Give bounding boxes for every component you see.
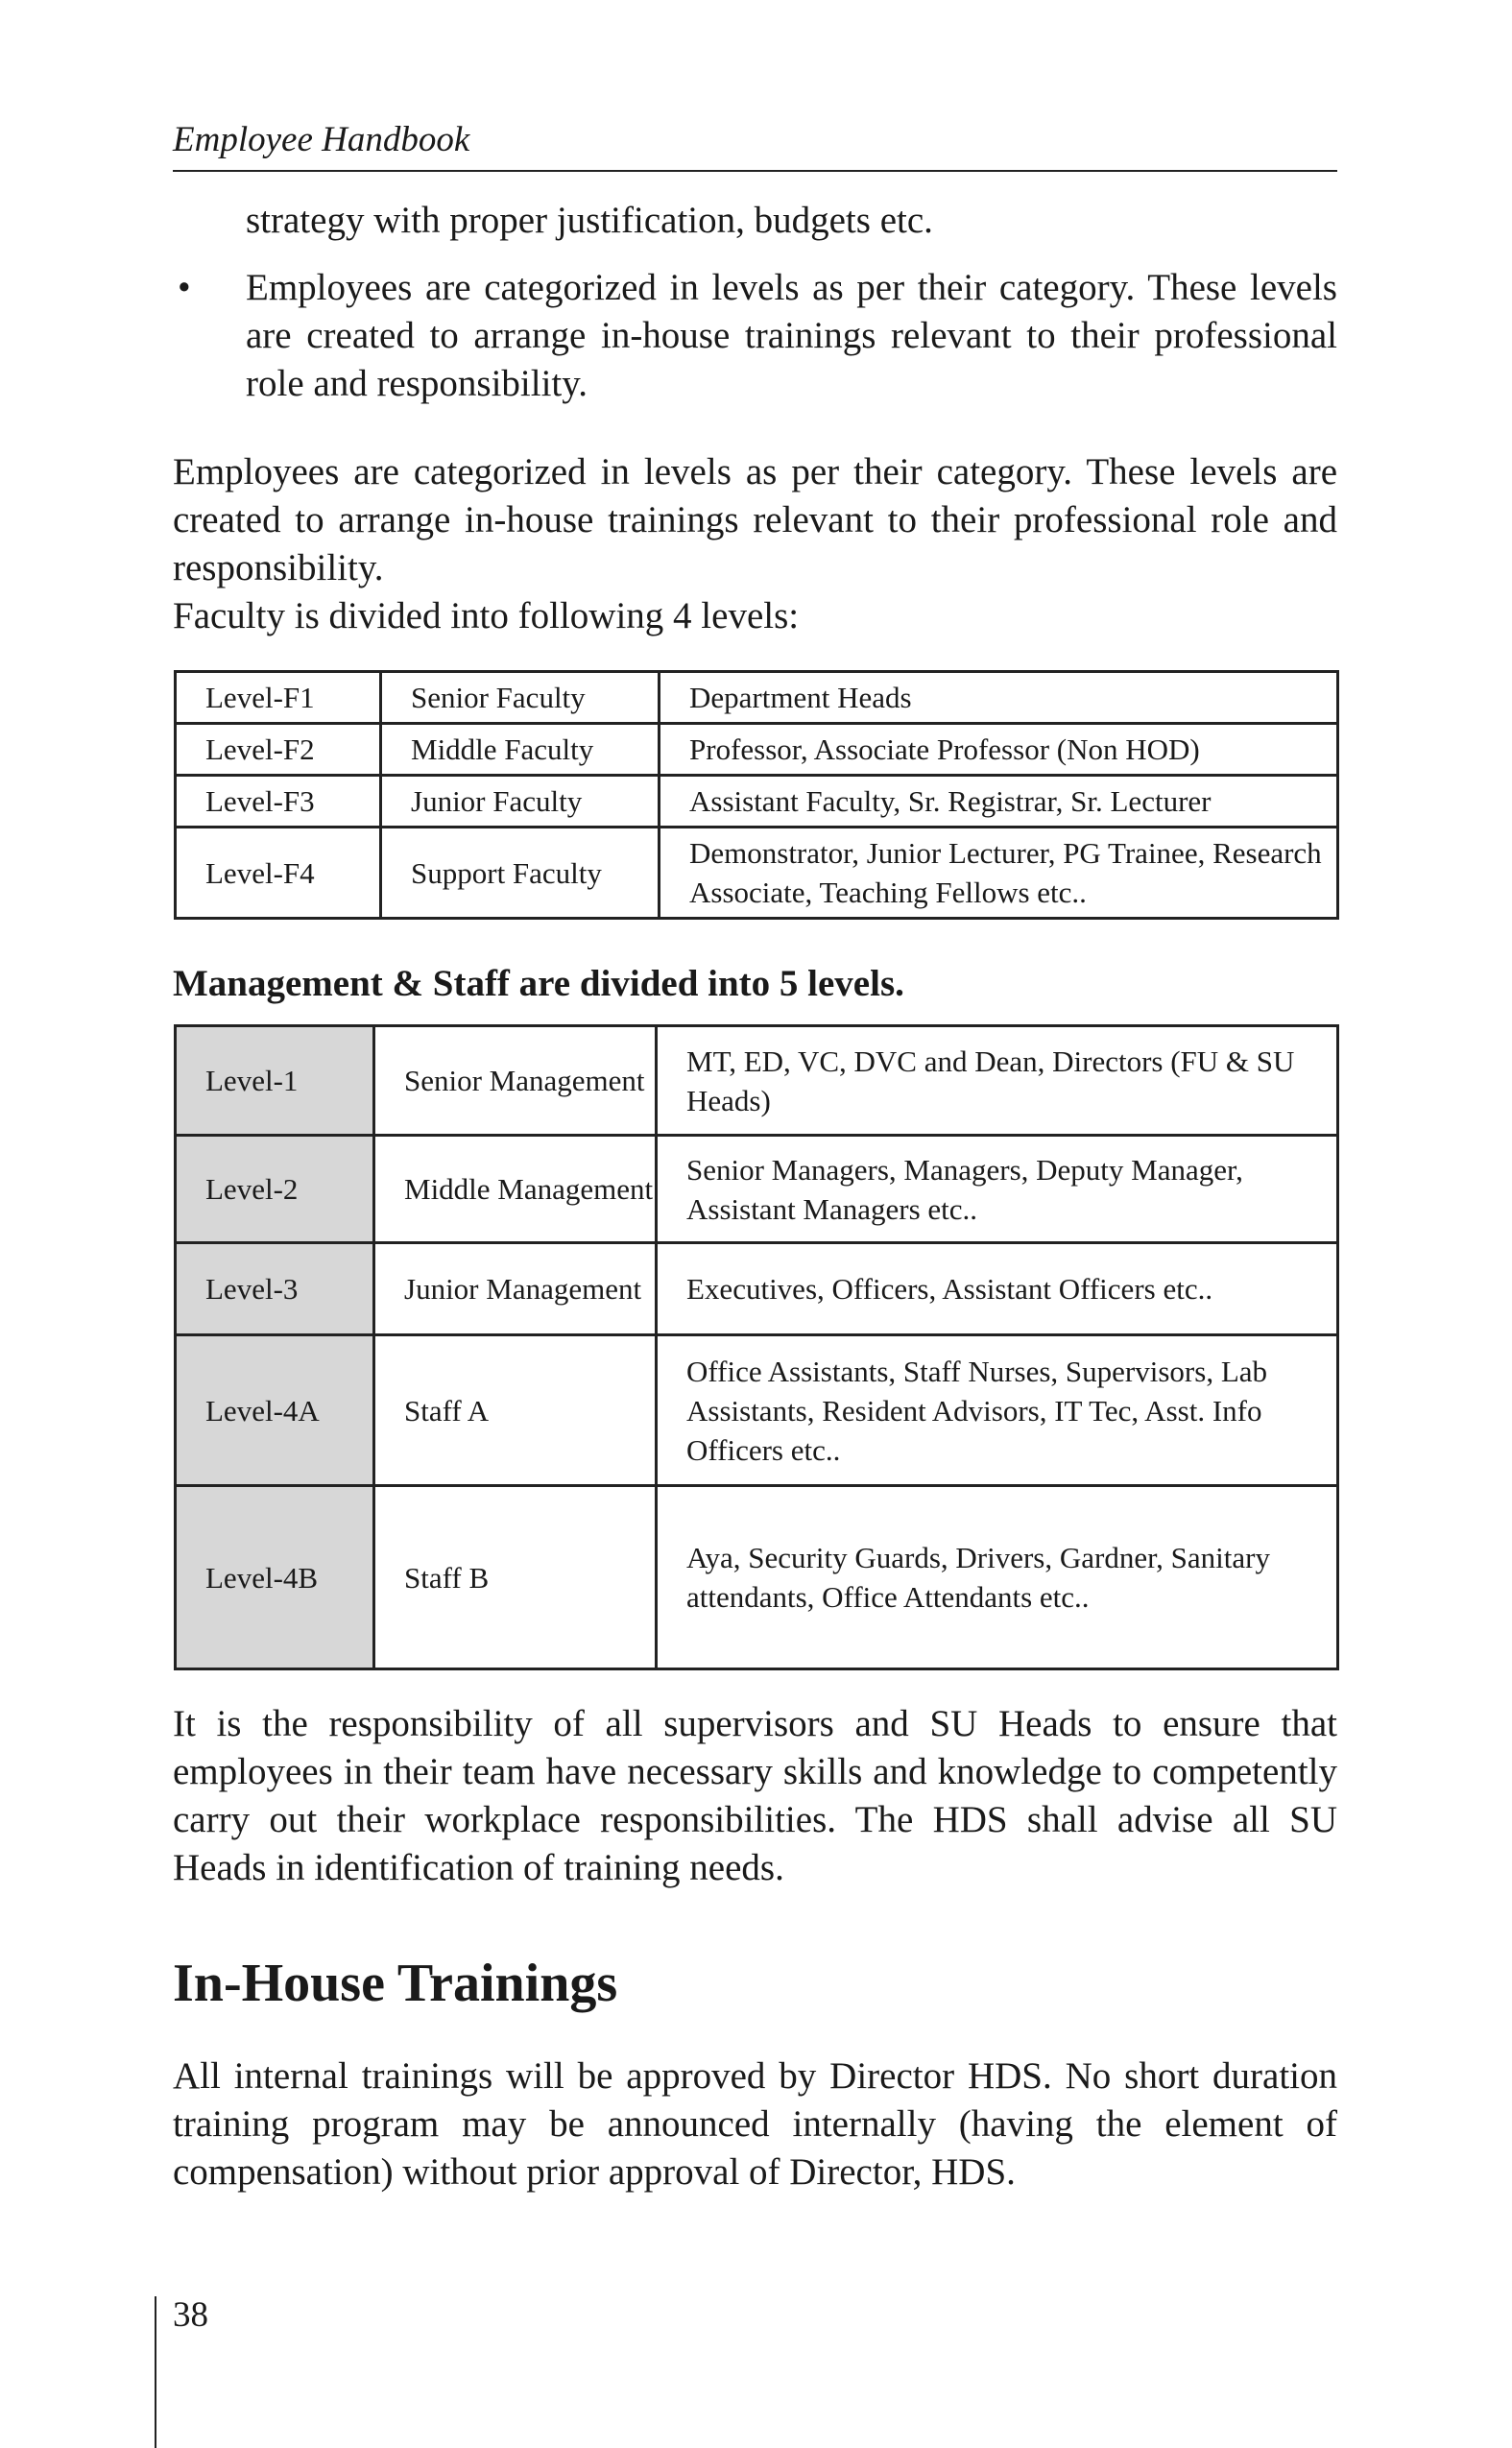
table-row xyxy=(176,1335,1338,1486)
roles-cell: Executives, Officers, Assistant Officers etc.. xyxy=(657,1243,1338,1335)
roles-cell: Aya, Security Guards, Drivers, Gardner, Sanitary attendants, Office Attendants etc.. xyxy=(657,1486,1338,1669)
page-number: 38 xyxy=(173,2295,208,2335)
roles-cell: Professor, Associate Professor (Non HOD) xyxy=(660,724,1338,776)
roles-cell: Senior Managers, Managers, Deputy Manager, Assistant Managers etc.. xyxy=(657,1136,1338,1243)
table-row xyxy=(176,1026,1338,1136)
title-cell: Junior Faculty xyxy=(381,776,660,828)
bullet-text: Employees are categorized in levels as per their category. These levels are created to arrange in-house trainings relevant to their professional role and responsibility. xyxy=(246,267,1337,404)
title-cell: Middle Faculty xyxy=(381,724,660,776)
level-cell: Level-F4 xyxy=(176,828,381,919)
running-header: Employee Handbook xyxy=(173,120,470,159)
faculty-levels-table xyxy=(174,670,1339,920)
management-heading: Management & Staff are divided into 5 levels. xyxy=(173,963,904,1004)
responsibility-paragraph: It is the responsibility of all supervisors and SU Heads to ensure that employees in their team have necessary skills and knowledge to competently carry out their workplace responsibilities. The HDS shall advise all SU Heads in identification of training needs. xyxy=(173,1703,1337,1888)
level-cell: Level-4A xyxy=(176,1335,374,1486)
level-cell: Level-F3 xyxy=(176,776,381,828)
faculty-intro: Faculty is divided into following 4 levels: xyxy=(173,595,800,636)
level-cell: Level-2 xyxy=(176,1136,374,1243)
table-row xyxy=(176,1486,1338,1669)
level-cell: Level-1 xyxy=(176,1026,374,1136)
roles-cell: Office Assistants, Staff Nurses, Supervisors, Lab Assistants, Resident Advisors, IT Tec, Asst. Info Officers etc.. xyxy=(657,1335,1338,1486)
table-row xyxy=(176,828,1338,919)
level-cell: Level-4B xyxy=(176,1486,374,1669)
footer-rule xyxy=(155,2296,156,2448)
table-row xyxy=(176,672,1338,724)
level-cell: Level-3 xyxy=(176,1243,374,1335)
section-heading: In-House Trainings xyxy=(173,1954,618,2013)
table-row xyxy=(176,1136,1338,1243)
levels-paragraph: Employees are categorized in levels as per their category. These levels are created to arrange in-house trainings relevant to their professional role and responsibility. xyxy=(173,451,1337,588)
roles-cell: Department Heads xyxy=(660,672,1338,724)
level-cell: Level-F1 xyxy=(176,672,381,724)
title-cell: Support Faculty xyxy=(381,828,660,919)
roles-cell: Demonstrator, Junior Lecturer, PG Trainee, Research Associate, Teaching Fellows etc.. xyxy=(660,828,1338,919)
title-cell: Staff A xyxy=(374,1335,657,1486)
title-cell: Middle Management xyxy=(374,1136,657,1243)
roles-cell: Assistant Faculty, Sr. Registrar, Sr. Lecturer xyxy=(660,776,1338,828)
header-rule xyxy=(173,170,1337,172)
section-paragraph: All internal trainings will be approved by Director HDS. No short duration training program may be announced internally (having the element of compensation) without prior approval of Director, HDS. xyxy=(173,2055,1337,2193)
continuation-text: strategy with proper justification, budgets etc. xyxy=(246,200,933,241)
level-cell: Level-F2 xyxy=(176,724,381,776)
table-row xyxy=(176,1243,1338,1335)
management-levels-table xyxy=(174,1024,1339,1670)
table-row xyxy=(176,724,1338,776)
title-cell: Senior Management xyxy=(374,1026,657,1136)
title-cell: Junior Management xyxy=(374,1243,657,1335)
title-cell: Staff B xyxy=(374,1486,657,1669)
title-cell: Senior Faculty xyxy=(381,672,660,724)
roles-cell: MT, ED, VC, DVC and Dean, Directors (FU & SU Heads) xyxy=(657,1026,1338,1136)
table-row xyxy=(176,776,1338,828)
bullet-marker: • xyxy=(178,267,191,308)
